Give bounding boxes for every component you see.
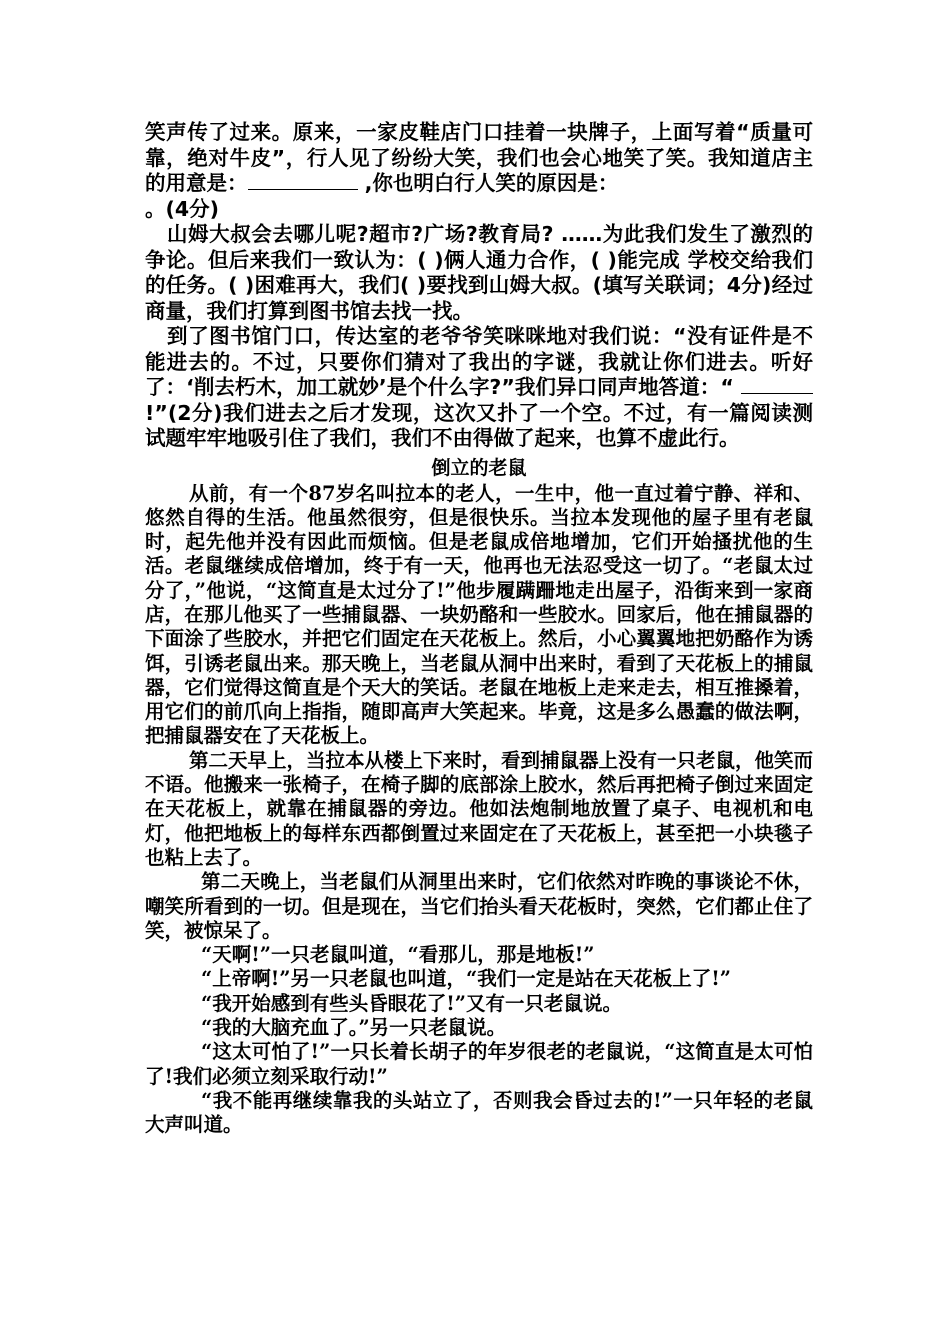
text-library-end: !”(2分)我们进去之后才发现，这次又扑了一个空。不过，有一篇阅读测试题牢牢地吸引住了我们，我们不由得做了起来，也算不虚此行。 xyxy=(145,400,813,450)
document-page xyxy=(145,120,813,1138)
story-paragraph-7: “我的大脑充血了。”另一只老鼠说。 xyxy=(201,1016,507,1040)
story-paragraph-3: 第二天晚上，当老鼠们从洞里出来时，它们依然对昨晚的事谈论不休，嘲笑所看到的一切。但是现在，当它们抬头看天花板时，突然，它们都止住了笑，被惊呆了。 xyxy=(145,870,813,942)
text-shoe-store-end: 。(4分) xyxy=(145,196,220,221)
story-paragraph-2: 第二天早上，当拉本从楼上下来时，看到捕鼠器上没有一只老鼠，他笑而不语。他搬来一张椅子，在椅子脚的底部涂上胶水，然后再把椅子倒过来固定在天花板上，就靠在捕鼠器的旁边。他如法炮制地放置了桌子、电视机和电灯，他把地板上的每样东西都倒置过来固定在了天花板上，甚至把一小块毯子也粘上去了。 xyxy=(145,748,814,869)
story-paragraph-4: “天啊!”一只老鼠叫道，“看那儿，那是地板!” xyxy=(201,943,595,967)
story-paragraph-6: “我开始感到有些头昏眼花了!”又有一只老鼠说。 xyxy=(201,991,622,1015)
text-library: 到了图书馆门口，传达室的老爷爷笑咪咪地对我们说：“没有证件是不能进去的。不过，只要你们猜对了我出的字谜，我就让你们进去。听好了：‘削去朽木，加工就妙’是个什么字?”我们异口同声地答道：“ xyxy=(145,324,813,399)
text-shoe-store-mid: ,你也明白行人笑的原因是： xyxy=(357,171,619,195)
question-section xyxy=(145,120,813,452)
paragraph-library xyxy=(145,324,813,452)
story-paragraph-8: “这太可怕了!”一只长着长胡子的年岁很老的老鼠说，“这简直是太可怕了!我们必须立刻采取行动!” xyxy=(145,1040,813,1088)
story-title: 倒立的老鼠 xyxy=(431,456,527,479)
paragraph-conjunctions: 山姆大叔会去哪儿呢?超市?广场?教育局? ……为此我们发生了激烈的争论。但后来我们一致认为：( )俩人通力合作，( )能完成 学校交给我们的任务。( )困难再大，我们( )要找到山姆大叔。(填写关联词；4分)经过商量，我们打算到图书馆去找一找。 xyxy=(145,222,813,323)
story-paragraph-1: 从前，有一个87岁名叫拉本的老人，一生中，他一直过着宁静、祥和、悠然自得的生活。他虽然很穷，但是很快乐。当拉本发现他的屋子里有老鼠时，起先他并没有因此而烦恼。但是老鼠成倍地增加，它们开始搔扰他的生活。老鼠继续成倍增加，终于有一天，他再也无法忍受这一切了。“老鼠太过分了，”他说，“这简直是太过分了!”他步履蹒跚地走出屋子，沿街来到一家商店，在那儿他买了一些捕鼠器、一块奶酪和一些胶水。回家后，他在捕鼠器的下面涂了些胶水，并把它们固定在天花板上。然后，小心翼翼地把奶酪作为诱饵，引诱老鼠出来。那天晚上，当老鼠从洞中出来时，看到了天花板上的捕鼠器，它们觉得这简直是个天大的笑话。老鼠在地板上走来走去，相互推搡着，用它们的前爪向上指指，随即高声大笑起来。毕竟，这是多么愚蠢的做法啊，把捕鼠器安在了天花板上。 xyxy=(145,481,813,748)
story-paragraph-5: “上帝啊!”另一只老鼠也叫道，“我们一定是站在天花板上了!” xyxy=(201,967,731,991)
answer-blank-riddle[interactable] xyxy=(741,375,813,394)
story-paragraph-9: “我不能再继续靠我的头站立了，否则我会昏过去的!”一只年轻的老鼠大声叫道。 xyxy=(145,1088,813,1137)
paragraph-shoe-store xyxy=(145,120,813,222)
text-shoe-store: 笑声传了过来。原来，一家皮鞋店门口挂着一块牌子，上面写着“质量可靠，绝对牛皮”，行人见了纷纷大笑，我们也会心地笑了笑。我知道店主的用意是： xyxy=(145,120,813,195)
story-body xyxy=(145,482,813,1138)
answer-blank-1[interactable] xyxy=(248,171,358,190)
